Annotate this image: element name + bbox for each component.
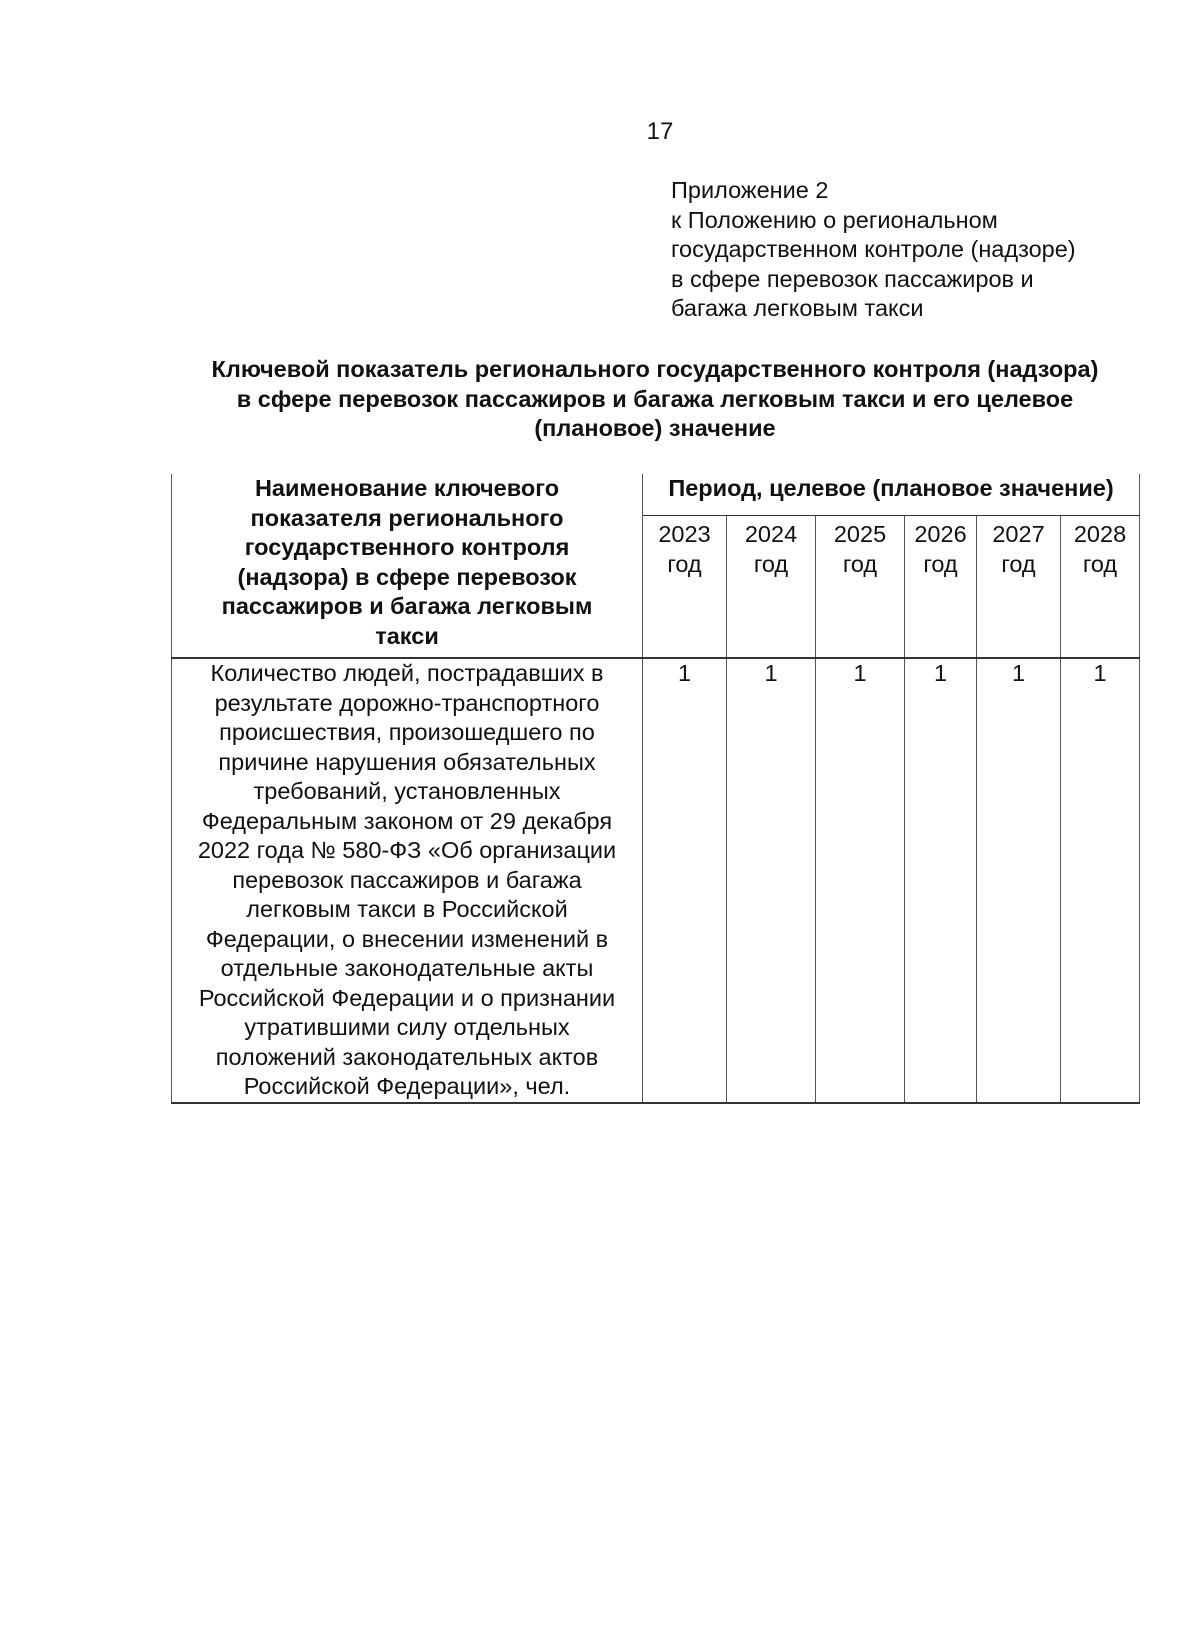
header-line: (надзора) в сфере перевозок [237,563,577,590]
cell-line: Федерации, о внесении изменений в [205,925,609,952]
cell-line: 2022 года № 580-ФЗ «Об организации [197,837,617,863]
year-header-2028 [1061,516,1140,659]
year-header-2023 [643,516,727,659]
cell-line: результате дорожно-транспортного [214,689,600,716]
cell-line: причине нарушения обязательных [218,748,596,775]
cell-line: происшествия, произошедшего по [219,719,595,745]
value-cell-2024: 1 [727,658,816,1103]
cell-line: положений законодательных актов [215,1043,599,1070]
page-number: 17 [646,118,674,145]
appendix-line: в сфере перевозок пассажиров и [671,265,1034,292]
year-unit: год [923,550,958,577]
value-cell-2023: 1 [643,658,727,1103]
title-line: Ключевой показатель регионального государственного контроля (надзора) [211,356,1099,382]
value-cell-2026: 1 [905,658,977,1103]
year-header-2025 [816,516,905,659]
document-title [160,355,1150,444]
year-label: 2023 [658,521,711,547]
title-line: (плановое) значение [534,415,776,441]
cell-line: требований, установленных [253,778,561,804]
year-label: 2024 [744,521,798,547]
value-cell-2025: 1 [816,658,905,1103]
appendix-note [671,176,1076,324]
appendix-line: к Положению о региональном [671,206,998,233]
appendix-line: Приложение 2 [671,177,829,203]
year-label: 2025 [833,521,887,547]
year-header-2027 [977,516,1061,659]
kpi-table [171,474,1140,1104]
value-cell-2027: 1 [977,658,1061,1103]
year-unit: год [667,550,702,577]
year-unit: год [1001,550,1036,577]
cell-line: Российской Федерации и о признании [198,984,616,1011]
cell-line: Количество людей, пострадавших в [210,660,604,686]
cell-line: перевозок пассажиров и багажа [232,866,582,893]
table-header-row [172,474,1140,516]
cell-line: отдельные законодательные акты [220,955,594,981]
appendix-line: государственном контроле (надзоре) [671,236,1076,262]
year-header-2024 [727,516,816,659]
cell-line: утратившими силу отдельных [244,1014,570,1040]
year-header-2026 [905,516,977,659]
appendix-line: багажа легковым такси [671,295,924,321]
value-cell-2028: 1 [1061,658,1140,1103]
year-unit: год [842,550,878,577]
header-line: пассажиров и багажа легковым [221,593,593,619]
header-line: государственного контроля [244,534,570,560]
year-unit: год [753,550,789,577]
year-label: 2026 [914,521,967,547]
header-line: такси [375,622,439,649]
cell-line: легковым такси в Российской [246,896,568,922]
header-line: показателя регионального [250,504,564,531]
cell-line: Российской Федерации», чел. [243,1073,571,1099]
year-unit: год [1082,550,1118,577]
title-line: в сфере перевозок пассажиров и багажа легковым такси и его целевое [236,385,1074,412]
header-line: Наименование ключевого [254,475,560,501]
year-label: 2028 [1073,521,1127,547]
indicator-name-cell [172,658,643,1103]
cell-line: Федеральным законом от 29 декабря [201,807,613,834]
period-header: Период, целевое (плановое значение) [643,474,1140,516]
indicator-name-header [172,474,643,658]
table-row [172,658,1140,1103]
year-label: 2027 [992,521,1045,547]
